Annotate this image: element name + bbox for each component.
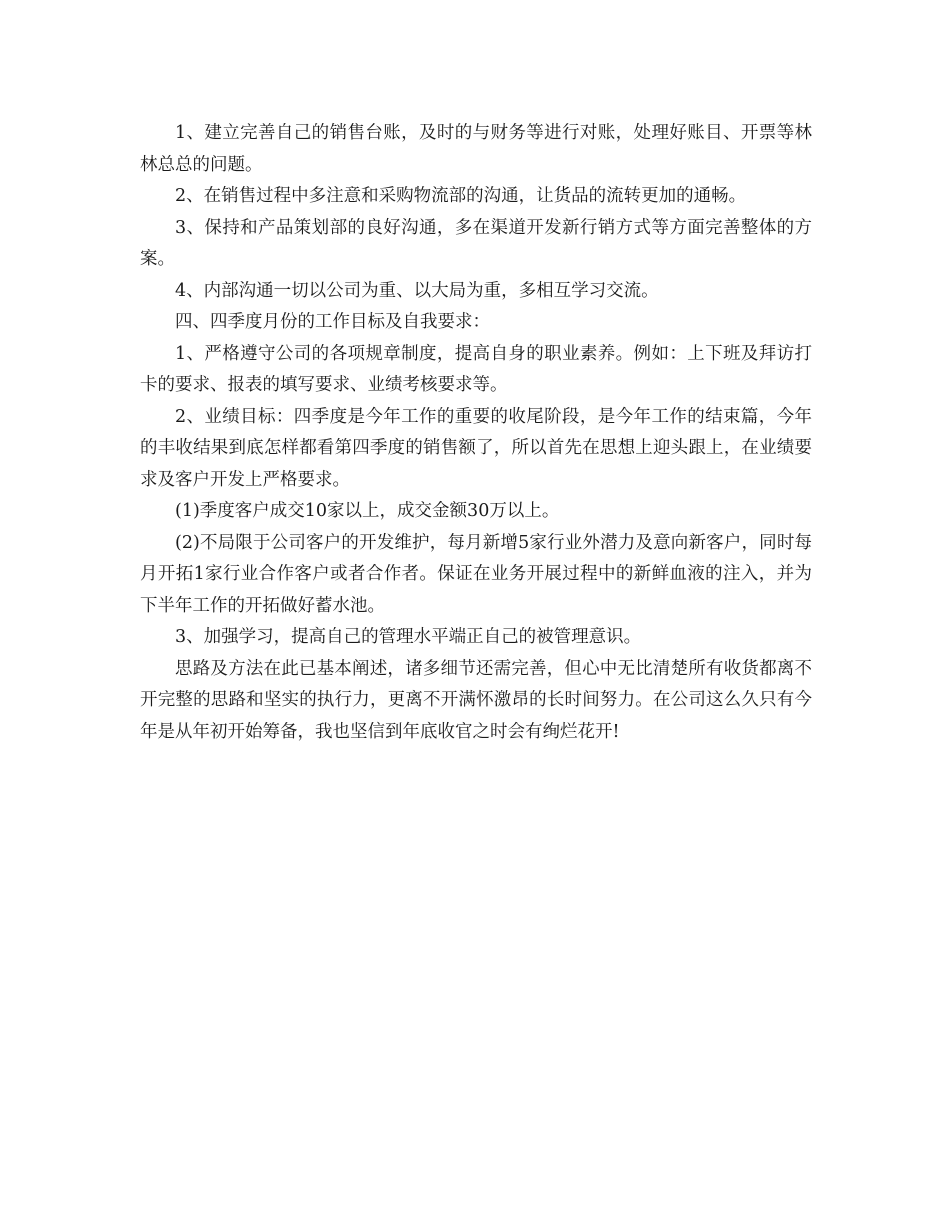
paragraph-8: (1)季度客户成交10家以上，成交金额30万以上。: [175, 501, 560, 521]
paragraph-2: 2、在销售过程中多注意和采购物流部的沟通，让货品的流转更加的通畅。: [175, 186, 747, 206]
document-body: [140, 118, 812, 748]
paragraph-10: 3、加强学习，提高自己的管理水平端正自己的被管理意识。: [175, 627, 642, 647]
paragraph-9: (2)不局限于公司客户的开发维护，每月新增5家行业外潜力及意向新客户，同时每月开拓1家行业合作客户或者合作者。保证在业务开展过程中的新鲜血液的注入，并为下半年工作的开拓做好蓄水池。: [140, 532, 812, 616]
paragraph-1: 1、建立完善自己的销售台账，及时的与财务等进行对账，处理好账目、开票等林林总总的问题。: [140, 123, 812, 175]
section-heading: 四、四季度月份的工作目标及自我要求：: [175, 312, 490, 332]
paragraph-11: 思路及方法在此已基本阐述，诸多细节还需完善，但心中无比清楚所有收货都离不开完整的思路和坚实的执行力，更离不开满怀激昂的长时间努力。在公司这么久只有今年是从年初开始筹备，我也坚信到年底收官之时会有绚烂花开!: [140, 658, 812, 742]
paragraph-4: 4、内部沟通一切以公司为重、以大局为重，多相互学习交流。: [175, 280, 659, 301]
paragraph-6: 1、严格遵守公司的各项规章制度，提高自身的职业素养。例如：上下班及拜访打卡的要求、报表的填写要求、业绩考核要求等。: [140, 343, 812, 395]
paragraph-3: 3、保持和产品策划部的良好沟通，多在渠道开发新行销方式等方面完善整体的方案。: [140, 217, 812, 269]
paragraph-7: 2、业绩目标：四季度是今年工作的重要的收尾阶段，是今年工作的结束篇，今年的丰收结果到底怎样都看第四季度的销售额了，所以首先在思想上迎头跟上，在业绩要求及客户开发上严格要求。: [140, 406, 812, 490]
